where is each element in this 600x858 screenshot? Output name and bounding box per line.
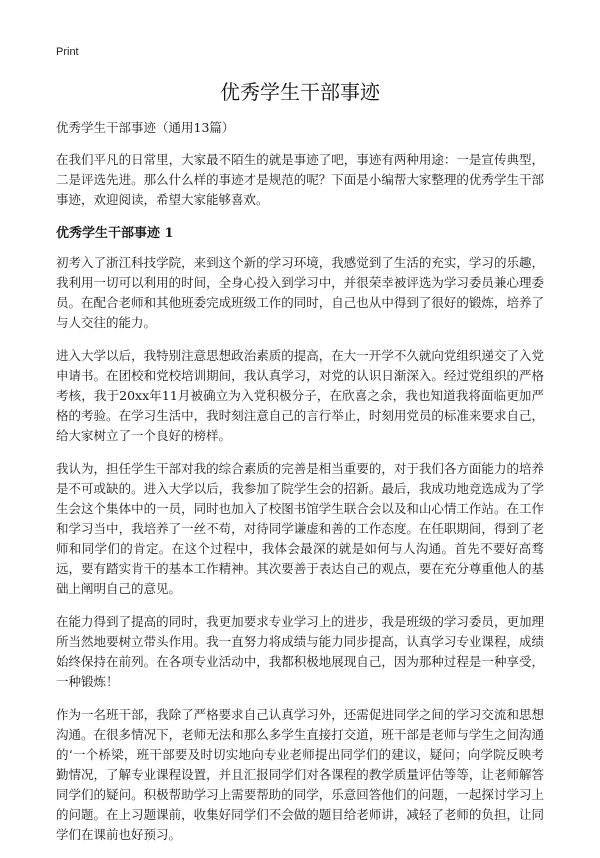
section-heading: 优秀学生干部事迹 1 bbox=[56, 226, 174, 241]
body-paragraph: 我认为，担任学生干部对我的综合素质的完善是相当重要的，对于我们各方面能力的培养是不可或缺的。进入大学以后，我参加了院学生会的招新。最后，我成功地竞选成为了学生会这个集体中的一员，同时也加入了校图书馆学生联合会以及和山心情工作站。在工作和学习当中，我培养了一丝不苟，对待同学谦虚和善的工作态度。在任职期间，得到了老师和同学们的肯定。在这个过程中，我体会最深的就是如何与人沟通。首先不要好高骛远，要有踏实肯干的基本工作精神。其次要善于表达自己的观点，要在充分尊重他人的基础上阐明自己的意见。 bbox=[56, 461, 544, 596]
body-paragraph: 初考入了浙江科技学院，来到这个新的学习环境，我感觉到了生活的充实，学习的乐趣，我利用一切可以利用的时间，全身心投入到学习中，并很荣幸被评选为学习委员兼心理委员。在配合老师和其他班委完成班级工作的同时，自己也从中得到了很好的锻炼，培养了与人交往的能力。 bbox=[56, 255, 544, 330]
body-paragraph: 在能力得到了提高的同时，我更加要求专业学习上的进步，我是班级的学习委员，更加理所当然地要树立带头作用。我一直努力将成绩与能力同步提高，认真学习专业课程，成绩始终保持在前列。在各项专业活动中，我都积极地展现自己，因为那种过程是一种享受，一种锻炼！ bbox=[56, 614, 544, 689]
intro-paragraph: 在我们平凡的日常里，大家最不陌生的就是事迹了吧，事迹有两种用途：一是宣传典型，二是评选先进。那么什么样的事迹才是规范的呢？下面是小编帮大家整理的优秀学生干部事迹，欢迎阅读，希望大家能够喜欢。 bbox=[56, 152, 544, 207]
body-paragraph: 进入大学以后，我特别注意思想政治素质的提高，在大一开学不久就向党组织递交了入党申请书。在团校和党校培训期间，我认真学习，对党的认识日渐深入。经过党组织的严格考核，我于20xx年11月被确立为入党积极分子，在欣喜之余，我也知道我将面临更加严格的考验。在学习生活中，我时刻注意自己的言行举止，时刻用党员的标准来要求自己，给大家树立了一个良好的榜样。 bbox=[56, 348, 544, 443]
body-paragraph: 作为一名班干部，我除了严格要求自己认真学习外，还需促进同学之间的学习交流和思想沟通。在很多情况下，老师无法和那么多学生直接打交道，班干部是老师与学生之间沟通的‘一个桥梁，班干部要及时切实地向专业老师提出同学们的建议，疑问；向学院反映考勤情况，了解专业课程设置，并且汇报同学们对各课程的教学质量评估等等，让老师解答同学们的疑问。积极帮助学习上需要帮助的同学，乐意回答他们的问题，一起探讨学习上的问题。在上习题课前，收集好同学们不会做的题目给老师讲，减轻了老师的负担，让同学们在课前也好预习。 bbox=[56, 707, 544, 842]
page-title: 优秀学生干部事迹 bbox=[220, 80, 380, 104]
article-subtitle: 优秀学生干部事迹（通用13篇） bbox=[56, 120, 235, 135]
print-link[interactable]: Print bbox=[56, 46, 79, 58]
article-body bbox=[56, 118, 544, 858]
